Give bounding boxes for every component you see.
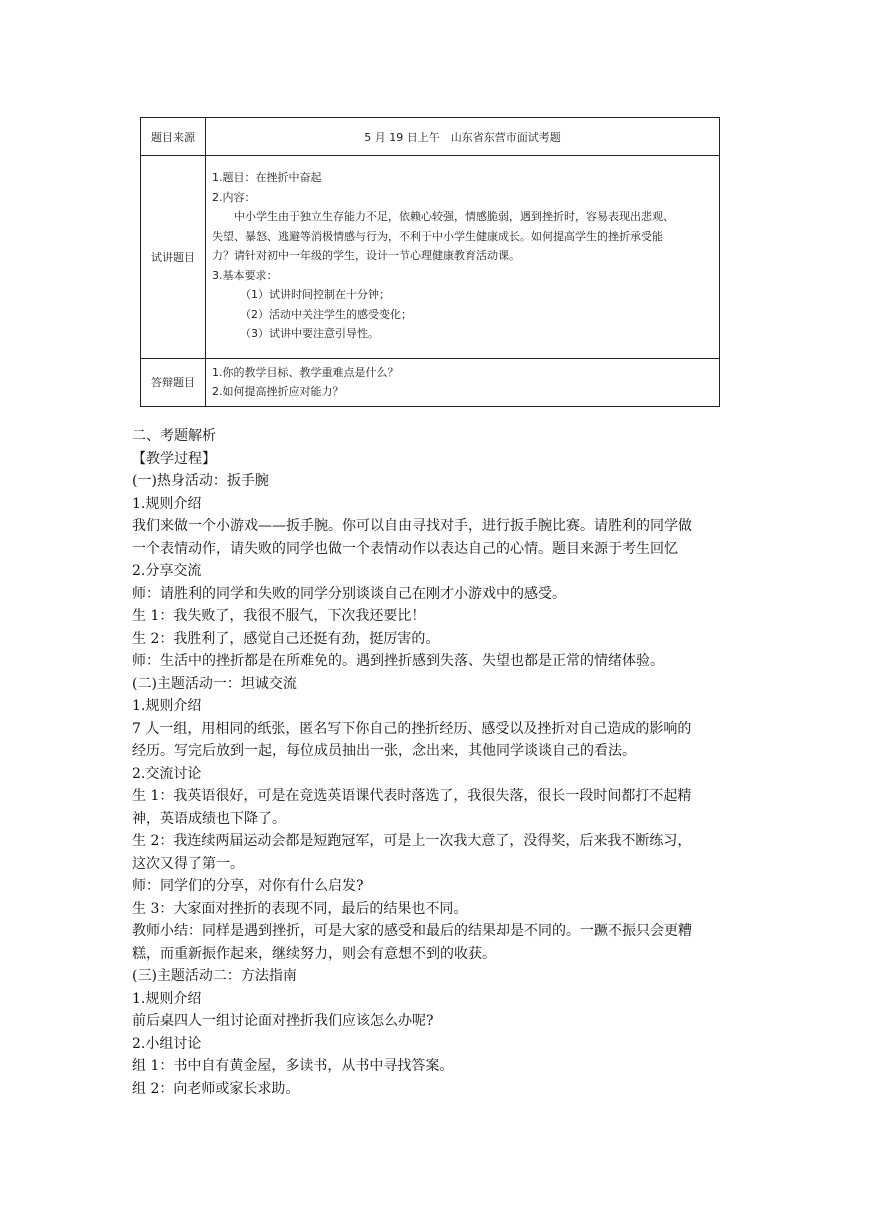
body-line: 一个表情动作，请失败的同学也做一个表情动作以表达自己的心情。题目来源于考生回忆 bbox=[132, 540, 678, 557]
body-line: 组 1：书中自有黄金屋，多读书，从书中寻找答案。 bbox=[132, 1058, 454, 1074]
qa-line: 1.你的教学目标、教学重难点是什么？ bbox=[212, 365, 399, 379]
qa-content bbox=[206, 358, 720, 406]
activity-heading: (一)热身活动：扳手腕 bbox=[132, 473, 269, 489]
topic-line: 中小学生由于独立生存能力不足，依赖心较强，情感脆弱，遇到挫折时，容易表现出悲观、 bbox=[234, 210, 674, 223]
topic-content bbox=[206, 156, 720, 359]
body-line: 组 2：向老师或家长求助。 bbox=[132, 1080, 300, 1097]
body-line: 生 2：我连续两届运动会都是短跑冠军，可是上一次我大意了，没得奖，后来我不断练习， bbox=[132, 833, 692, 849]
source-label: 题目来源 bbox=[141, 118, 206, 156]
body-line: 师：生活中的挫折都是在所难免的。遇到挫折感到失落、失望也都是正常的情绪体验。 bbox=[132, 653, 664, 669]
activity-heading: (三)主题活动二：方法指南 bbox=[132, 968, 297, 984]
topic-line: 1.题目：在挫折中奋起 bbox=[212, 171, 322, 184]
topic-line: （3）试讲中要注意引导性。 bbox=[240, 327, 379, 340]
body-line: 这次又得了第一。 bbox=[132, 855, 244, 872]
topic-row bbox=[141, 156, 720, 359]
topic-line: 3.基本要求： bbox=[212, 268, 278, 282]
activity-heading: (二)主题活动一：坦诚交流 bbox=[132, 675, 297, 692]
source-value: 5 月 19 日上午 山东省东营市面试考题 bbox=[206, 118, 720, 156]
qa-row bbox=[141, 358, 720, 406]
body-line: 1.规则介绍 bbox=[132, 495, 202, 512]
topic-line: 2.内容： bbox=[212, 190, 256, 204]
body-line: 1.规则介绍 bbox=[132, 990, 202, 1007]
exam-info-table bbox=[140, 117, 720, 407]
body-line: 生 3：大家面对挫折的表现不同，最后的结果也不同。 bbox=[132, 900, 468, 917]
body-line: 2.分享交流 bbox=[132, 563, 202, 579]
topic-line: 失望、暴怒、逃避等消极情感与行为，不利于中小学生健康成长。如何提高学生的挫折承受能 bbox=[212, 229, 663, 243]
body-line: 7 人一组，用相同的纸张，匿名写下你自己的挫折经历、感受以及挫折对自己造成的影响的 bbox=[132, 720, 692, 737]
topic-label: 试讲题目 bbox=[141, 156, 206, 359]
topic-line: 力？请针对初中一年级的学生，设计一节心理健康教育活动课。 bbox=[212, 249, 520, 262]
body-line: 教师小结：同样是遇到挫折，可是大家的感受和最后的结果却是不同的。一蹶不振只会更糟 bbox=[132, 923, 692, 939]
body-line: 生 2：我胜利了，感觉自己还挺有劲，挺厉害的。 bbox=[132, 630, 440, 647]
section-heading: 二、考题解析 bbox=[132, 428, 216, 444]
qa-label: 答辩题目 bbox=[141, 358, 206, 406]
analysis-section bbox=[132, 425, 738, 1100]
body-line: 师：请胜利的同学和失败的同学分别谈谈自己在刚才小游戏中的感受。 bbox=[132, 585, 566, 602]
topic-line: （2）活动中关注学生的感受变化； bbox=[240, 307, 412, 321]
subsection-heading: 【教学过程】 bbox=[132, 450, 216, 467]
source-row bbox=[141, 118, 720, 156]
body-line: 我们来做一个小游戏——扳手腕。你可以自由寻找对手，进行扳手腕比赛。请胜利的同学做 bbox=[132, 518, 692, 534]
qa-line: 2.如何提高挫折应对能力？ bbox=[212, 385, 344, 398]
body-line: 1.规则介绍 bbox=[132, 698, 202, 714]
body-line: 糕，而重新振作起来，继续努力，则会有意想不到的收获。 bbox=[132, 945, 496, 962]
topic-line: （1）试讲时间控制在十分钟； bbox=[240, 288, 390, 301]
body-line: 生 1：我英语很好，可是在竞选英语课代表时落选了，我很失落，很长一段时间都打不起精 bbox=[132, 788, 692, 804]
body-line: 师：同学们的分享，对你有什么启发? bbox=[132, 878, 364, 894]
body-line: 2.小组讨论 bbox=[132, 1035, 202, 1052]
body-line: 2.交流讨论 bbox=[132, 765, 202, 782]
body-line: 神，英语成绩也下降了。 bbox=[132, 810, 286, 827]
body-line: 经历。写完后放到一起，每位成员抽出一张，念出来，其他同学谈谈自己的看法。 bbox=[132, 743, 636, 759]
body-line: 前后桌四人一组讨论面对挫折我们应该怎么办呢? bbox=[132, 1013, 434, 1029]
body-line: 生 1：我失败了，我很不服气，下次我还要比！ bbox=[132, 608, 426, 624]
